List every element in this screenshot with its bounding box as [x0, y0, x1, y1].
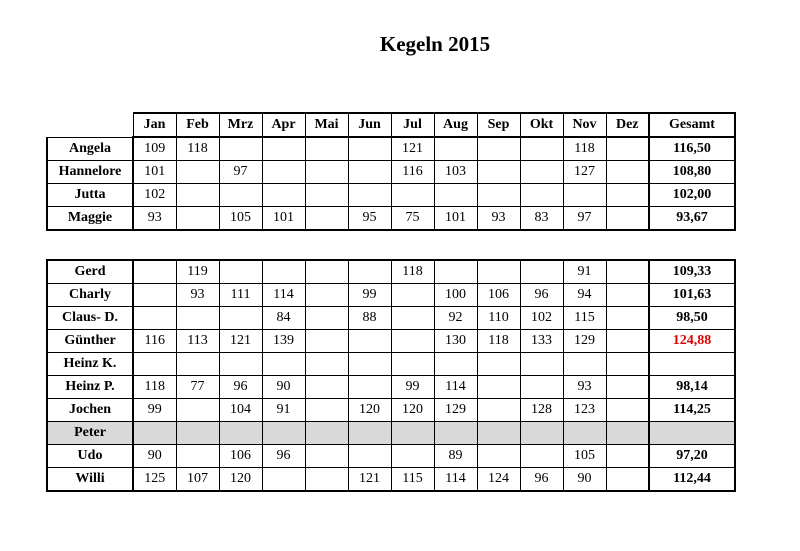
- score-cell: 97: [563, 207, 606, 231]
- score-cell: 127: [563, 161, 606, 184]
- table-row: [47, 353, 735, 376]
- score-cell: [348, 161, 391, 184]
- table-row: [47, 330, 735, 353]
- score-cell: [477, 137, 520, 161]
- score-cell: [606, 184, 649, 207]
- player-name: Willi: [47, 468, 133, 492]
- score-cell: 116: [391, 161, 434, 184]
- player-name: Jutta: [47, 184, 133, 207]
- score-cell: [606, 422, 649, 445]
- total-cell: 98,50: [649, 307, 735, 330]
- score-cell: 115: [563, 307, 606, 330]
- score-cell: 99: [133, 399, 176, 422]
- total-header: Gesamt: [649, 113, 735, 137]
- score-cell: [477, 260, 520, 284]
- score-cell: 94: [563, 284, 606, 307]
- score-cell: [305, 161, 348, 184]
- score-cell: 106: [219, 445, 262, 468]
- score-cell: 115: [391, 468, 434, 492]
- score-cell: [391, 184, 434, 207]
- score-cell: 111: [219, 284, 262, 307]
- score-cell: 95: [348, 207, 391, 231]
- score-cell: [133, 422, 176, 445]
- table-row: [47, 260, 735, 284]
- score-cell: 118: [133, 376, 176, 399]
- month-header-jan: Jan: [133, 113, 176, 137]
- score-cell: [133, 260, 176, 284]
- score-cell: 99: [348, 284, 391, 307]
- player-name: Heinz K.: [47, 353, 133, 376]
- score-cell: 121: [219, 330, 262, 353]
- score-cell: 96: [520, 284, 563, 307]
- score-cell: [176, 161, 219, 184]
- total-cell: 109,33: [649, 260, 735, 284]
- score-cell: 101: [133, 161, 176, 184]
- score-cell: [219, 307, 262, 330]
- score-cell: 113: [176, 330, 219, 353]
- score-cell: [477, 399, 520, 422]
- player-name: Maggie: [47, 207, 133, 231]
- score-cell: [176, 353, 219, 376]
- month-header-okt: Okt: [520, 113, 563, 137]
- score-cell: 91: [563, 260, 606, 284]
- month-header-apr: Apr: [262, 113, 305, 137]
- score-cell: [606, 468, 649, 492]
- score-cell: 103: [434, 161, 477, 184]
- score-cell: [219, 137, 262, 161]
- score-cell: [434, 422, 477, 445]
- score-cell: 125: [133, 468, 176, 492]
- player-name: Angela: [47, 137, 133, 161]
- score-cell: [391, 284, 434, 307]
- header-corner: [47, 113, 133, 137]
- total-cell: 97,20: [649, 445, 735, 468]
- score-cell: [348, 184, 391, 207]
- score-cell: [477, 376, 520, 399]
- score-cell: 96: [262, 445, 305, 468]
- score-cell: [133, 307, 176, 330]
- score-cell: 118: [477, 330, 520, 353]
- score-cell: 124: [477, 468, 520, 492]
- score-cell: [219, 184, 262, 207]
- score-cell: [133, 284, 176, 307]
- score-cell: 89: [434, 445, 477, 468]
- page-title: Kegeln 2015: [379, 32, 491, 56]
- score-cell: 96: [219, 376, 262, 399]
- score-cell: [305, 184, 348, 207]
- month-header-feb: Feb: [176, 113, 219, 137]
- score-cell: 90: [563, 468, 606, 492]
- score-cell: 101: [434, 207, 477, 231]
- score-cell: [305, 207, 348, 231]
- score-cell: 90: [262, 376, 305, 399]
- score-cell: [305, 307, 348, 330]
- total-cell: 114,25: [649, 399, 735, 422]
- table-row: [47, 376, 735, 399]
- table-row: [47, 284, 735, 307]
- score-cell: [262, 353, 305, 376]
- score-cell: 102: [133, 184, 176, 207]
- score-cell: [391, 330, 434, 353]
- score-cell: 114: [434, 468, 477, 492]
- table-row: [47, 399, 735, 422]
- score-cell: [520, 184, 563, 207]
- score-cell: [520, 161, 563, 184]
- score-cell: [477, 161, 520, 184]
- score-cell: [305, 399, 348, 422]
- score-cell: [477, 353, 520, 376]
- score-cell: [348, 376, 391, 399]
- score-cell: [305, 422, 348, 445]
- score-cell: [434, 260, 477, 284]
- score-cell: [176, 445, 219, 468]
- score-cell: [434, 137, 477, 161]
- score-cell: [606, 445, 649, 468]
- score-cell: 93: [477, 207, 520, 231]
- score-cell: 116: [133, 330, 176, 353]
- month-header-dez: Dez: [606, 113, 649, 137]
- score-cell: [606, 330, 649, 353]
- score-cell: 118: [176, 137, 219, 161]
- player-name: Charly: [47, 284, 133, 307]
- score-cell: [305, 260, 348, 284]
- score-cell: [391, 445, 434, 468]
- score-cell: 75: [391, 207, 434, 231]
- score-cell: [563, 184, 606, 207]
- month-header-sep: Sep: [477, 113, 520, 137]
- score-cell: 93: [133, 207, 176, 231]
- table-row: [47, 184, 735, 207]
- table-row: [47, 207, 735, 231]
- score-cell: [434, 184, 477, 207]
- table-row: [47, 137, 735, 161]
- total-cell: 124,88: [649, 330, 735, 353]
- score-cell: 99: [391, 376, 434, 399]
- score-cell: 106: [477, 284, 520, 307]
- table-row: [47, 468, 735, 492]
- total-cell: 102,00: [649, 184, 735, 207]
- score-cell: [606, 399, 649, 422]
- player-name: Heinz P.: [47, 376, 133, 399]
- score-cell: 118: [391, 260, 434, 284]
- total-cell: 98,14: [649, 376, 735, 399]
- score-cell: 100: [434, 284, 477, 307]
- score-cell: [176, 399, 219, 422]
- score-cell: [305, 137, 348, 161]
- score-cell: 120: [391, 399, 434, 422]
- score-cell: [176, 184, 219, 207]
- player-name: Hannelore: [47, 161, 133, 184]
- score-cell: [348, 353, 391, 376]
- score-cell: [176, 207, 219, 231]
- score-cell: 123: [563, 399, 606, 422]
- score-cell: [520, 137, 563, 161]
- score-cell: [520, 445, 563, 468]
- score-cell: [348, 422, 391, 445]
- score-cell: [348, 137, 391, 161]
- total-cell: 101,63: [649, 284, 735, 307]
- score-cell: [305, 330, 348, 353]
- player-name: Peter: [47, 422, 133, 445]
- total-cell: 93,67: [649, 207, 735, 231]
- score-cell: 91: [262, 399, 305, 422]
- score-cell: 133: [520, 330, 563, 353]
- score-cell: [176, 422, 219, 445]
- score-cell: 119: [176, 260, 219, 284]
- score-cell: [305, 284, 348, 307]
- score-cell: [348, 260, 391, 284]
- score-cell: [305, 376, 348, 399]
- score-cell: [262, 468, 305, 492]
- score-cell: 105: [563, 445, 606, 468]
- table-row: [47, 161, 735, 184]
- score-cell: 110: [477, 307, 520, 330]
- score-cell: 83: [520, 207, 563, 231]
- score-cell: 93: [176, 284, 219, 307]
- score-cell: [520, 353, 563, 376]
- score-cell: [477, 422, 520, 445]
- score-cell: [391, 307, 434, 330]
- score-cell: 101: [262, 207, 305, 231]
- player-name: Udo: [47, 445, 133, 468]
- score-cell: [606, 307, 649, 330]
- score-cell: [606, 137, 649, 161]
- score-cell: 130: [434, 330, 477, 353]
- score-cell: [262, 260, 305, 284]
- score-cell: 129: [563, 330, 606, 353]
- month-header-jun: Jun: [348, 113, 391, 137]
- score-cell: [305, 445, 348, 468]
- score-cell: 114: [434, 376, 477, 399]
- score-cell: 92: [434, 307, 477, 330]
- score-cell: 128: [520, 399, 563, 422]
- score-cell: 109: [133, 137, 176, 161]
- score-cell: [563, 422, 606, 445]
- score-cell: [219, 353, 262, 376]
- score-cell: [477, 445, 520, 468]
- score-cell: [262, 422, 305, 445]
- score-cell: [305, 353, 348, 376]
- score-cell: 120: [219, 468, 262, 492]
- score-cell: 120: [348, 399, 391, 422]
- score-cell: 114: [262, 284, 305, 307]
- total-cell: 116,50: [649, 137, 735, 161]
- player-name: Günther: [47, 330, 133, 353]
- header-row: [47, 113, 735, 137]
- score-cell: [348, 330, 391, 353]
- score-cell: [563, 353, 606, 376]
- score-cell: 139: [262, 330, 305, 353]
- table-row: [47, 307, 735, 330]
- score-cell: [133, 353, 176, 376]
- score-cell: [219, 422, 262, 445]
- score-cell: [606, 376, 649, 399]
- score-cell: 88: [348, 307, 391, 330]
- player-name: Gerd: [47, 260, 133, 284]
- total-cell: [649, 422, 735, 445]
- score-cell: 97: [219, 161, 262, 184]
- score-cell: 118: [563, 137, 606, 161]
- score-cell: [305, 468, 348, 492]
- table-row: [47, 445, 735, 468]
- score-cell: 90: [133, 445, 176, 468]
- total-cell: 112,44: [649, 468, 735, 492]
- month-header-aug: Aug: [434, 113, 477, 137]
- score-cell: [434, 353, 477, 376]
- score-cell: 77: [176, 376, 219, 399]
- score-cell: 121: [391, 137, 434, 161]
- score-cell: [606, 161, 649, 184]
- score-cell: 121: [348, 468, 391, 492]
- total-cell: 108,80: [649, 161, 735, 184]
- score-cell: 84: [262, 307, 305, 330]
- score-cell: [606, 284, 649, 307]
- score-cell: 104: [219, 399, 262, 422]
- score-table-group-1: [46, 112, 736, 231]
- score-cell: 107: [176, 468, 219, 492]
- score-cell: 96: [520, 468, 563, 492]
- month-header-mai: Mai: [305, 113, 348, 137]
- score-cell: 93: [563, 376, 606, 399]
- score-cell: [262, 161, 305, 184]
- score-cell: [520, 260, 563, 284]
- score-cell: [262, 137, 305, 161]
- total-cell: [649, 353, 735, 376]
- player-name: Claus- D.: [47, 307, 133, 330]
- month-header-mrz: Mrz: [219, 113, 262, 137]
- score-cell: [520, 422, 563, 445]
- score-cell: 102: [520, 307, 563, 330]
- score-cell: [606, 260, 649, 284]
- month-header-jul: Jul: [391, 113, 434, 137]
- score-cell: [606, 353, 649, 376]
- score-table-group-2: [46, 259, 736, 492]
- score-cell: 129: [434, 399, 477, 422]
- score-cell: [520, 376, 563, 399]
- score-cell: [219, 260, 262, 284]
- score-cell: 105: [219, 207, 262, 231]
- month-header-nov: Nov: [563, 113, 606, 137]
- score-cell: [348, 445, 391, 468]
- table-row: [47, 422, 735, 445]
- score-cell: [477, 184, 520, 207]
- score-cell: [391, 422, 434, 445]
- score-cell: [262, 184, 305, 207]
- player-name: Jochen: [47, 399, 133, 422]
- score-cell: [606, 207, 649, 231]
- score-cell: [391, 353, 434, 376]
- score-cell: [176, 307, 219, 330]
